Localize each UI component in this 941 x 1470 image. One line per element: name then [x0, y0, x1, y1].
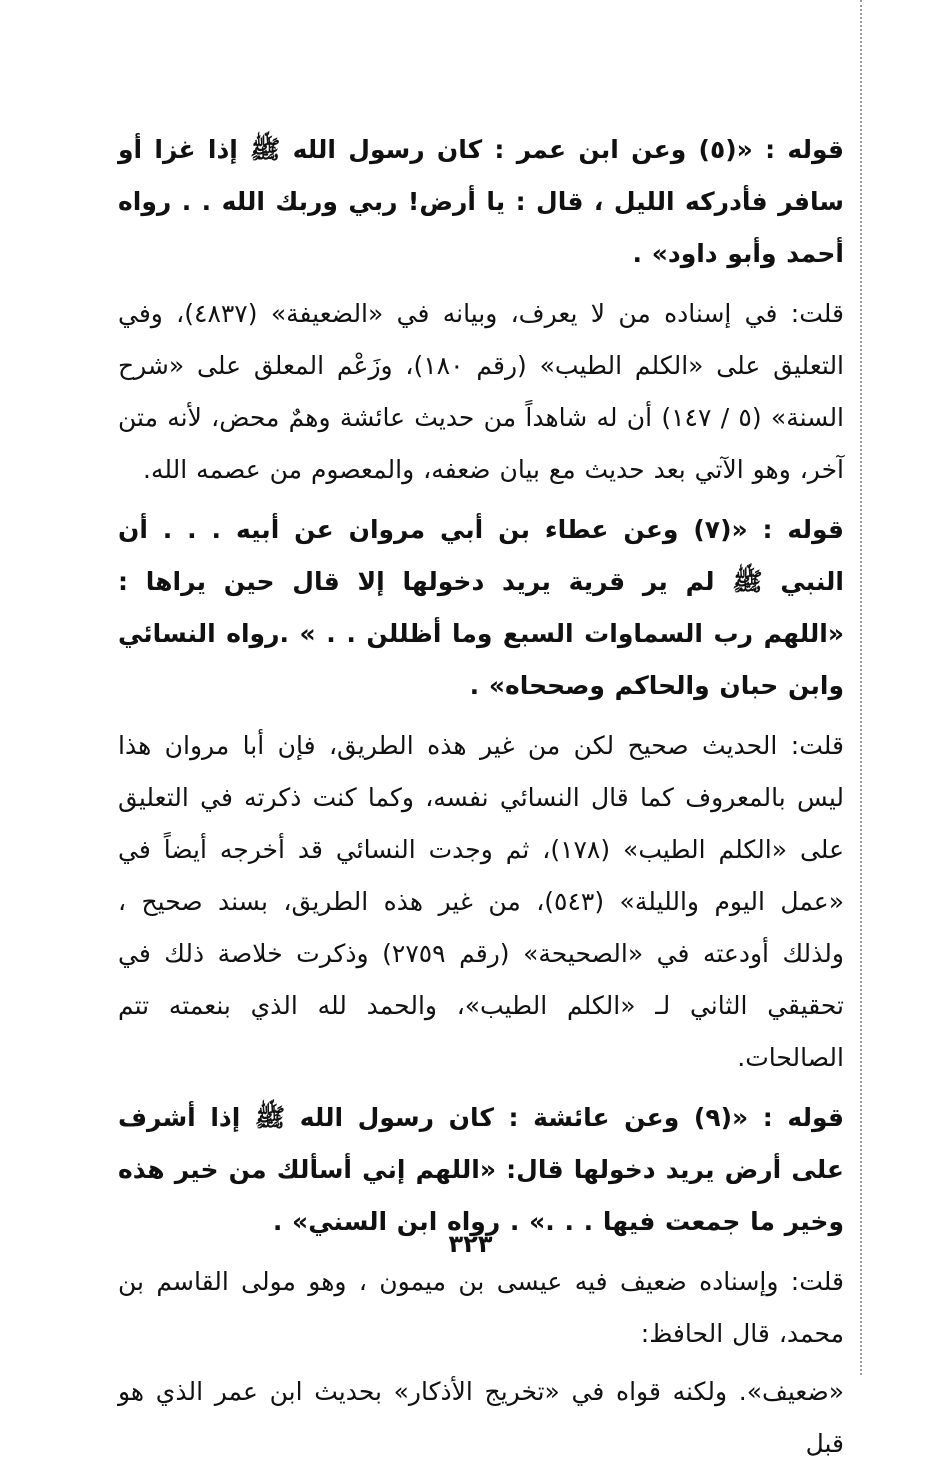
margin-dotted-rule	[860, 0, 862, 1375]
quote-paragraph-3: قوله : «(٩) وعن عائشة : كان رسول الله ﷺ إذا أشرف على أرض يريد دخولها قال: «اللهم إني أسألك من خير هذه وخير ما جمعت فيها . . .» . رواه ابن السني» .	[118, 1103, 844, 1236]
commentary-paragraph-3: قلت: وإسناده ضعيف فيه عيسى بن ميمون ، وهو مولى القاسم بن محمد، قال الحافظ:	[118, 1267, 844, 1348]
quote-paragraph-1: قوله : «(٥) وعن ابن عمر : كان رسول الله ﷺ إذا غزا أو سافر فأدركه الليل ، قال : يا أرض! ربي وربك الله . . رواه أحمد وأبو داود» .	[118, 135, 844, 268]
page-number: ٣٢٣	[448, 1230, 493, 1258]
commentary-paragraph-4: «ضعيف». ولكنه قواه في «تخريج الأذكار» بحديث ابن عمر الذي هو قبل	[118, 1377, 844, 1458]
quote-paragraph-2: قوله : «(٧) وعن عطاء بن أبي مروان عن أبيه . . . أن النبي ﷺ لم ير قرية يريد دخولها إلا قال حين يراها : «اللهم رب السماوات السبع وما أظللن . . » .رواه النسائي وابن حبان والحاكم وصححاه» .	[118, 515, 844, 700]
commentary-paragraph-2: قلت: الحديث صحيح لكن من غير هذه الطريق، فإن أبا مروان هذا ليس بالمعروف كما قال النسائي نفسه، وكما كنت ذكرته في التعليق على «الكلم الطيب» (١٧٨)، ثم وجدت النسائي قد أخرجه أيضاً في «عمل اليوم والليلة» (٥٤٣)، من غير هذه الطريق، بسند صحيح ، ولذلك أودعته في «الصحيحة» (رقم ٢٧٥٩) وذكرت خلاصة ذلك في تحقيقي الثاني لـ «الكلم الطيب»، والحمد لله الذي بنعمته تتم الصالحات.	[118, 731, 844, 1072]
commentary-paragraph-1: قلت: في إسناده من لا يعرف، وبيانه في «الضعيفة» (٤٨٣٧)، وفي التعليق على «الكلم الطيب» (رقم ١٨٠)، وزَعْم المعلق على «شرح السنة» (٥ / ١٤٧) أن له شاهداً من حديث عائشة وهمٌ محض، لأنه متن آخر، وهو الآتي بعد حديث مع بيان ضعفه، والمعصوم من عصمه الله.	[118, 299, 845, 484]
page-body	[118, 124, 844, 1470]
